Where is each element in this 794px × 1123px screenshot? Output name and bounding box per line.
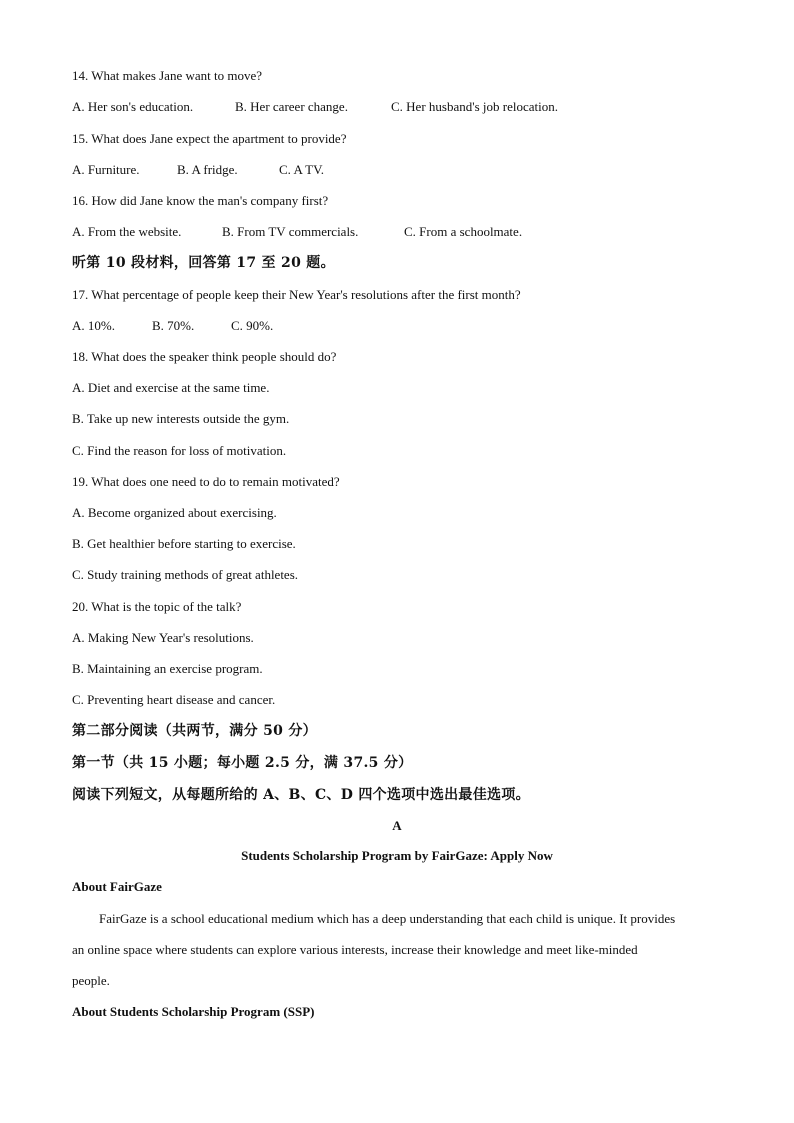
option-c: C. 90%. xyxy=(231,318,274,333)
option-a: A. 10%. xyxy=(72,318,115,333)
options-17 xyxy=(72,318,273,334)
paragraph-line: people. xyxy=(72,973,110,988)
option-b: B. Her career change. xyxy=(235,99,348,114)
passage-letter: A xyxy=(392,818,402,833)
option-b: B. From TV commercials. xyxy=(222,224,359,239)
question-17: 17. What percentage of people keep their New Year's resolutions after the first month? xyxy=(72,287,521,302)
section-heading: 第一节（共 15 小题；每小题 2.5 分，满 37.5 分） xyxy=(72,755,413,771)
question-18: 18. What does the speaker think people should do? xyxy=(72,349,337,364)
option-c: C. From a schoolmate. xyxy=(404,224,523,239)
options-16 xyxy=(72,224,522,240)
question-16: 16. How did Jane know the man's company first? xyxy=(72,193,329,208)
subheading-about-fairgaze: About FairGaze xyxy=(72,879,162,894)
paragraph-line: FairGaze is a school educational medium which has a deep understanding that each child is unique. It provides xyxy=(99,911,676,926)
option-b: B. Get healthier before starting to exercise. xyxy=(72,536,296,551)
option-a: A. From the website. xyxy=(72,224,182,239)
option-c: C. Study training methods of great athletes. xyxy=(72,567,299,582)
instruction: 阅读下列短文，从每题所给的 A、B、C、D 四个选项中选出最佳选项。 xyxy=(72,787,530,803)
options-14 xyxy=(72,99,558,115)
option-c: C. Find the reason for loss of motivation. xyxy=(72,443,287,458)
question-15: 15. What does Jane expect the apartment to provide? xyxy=(72,131,347,146)
option-c: C. Preventing heart disease and cancer. xyxy=(72,692,276,707)
question-14: 14. What makes Jane want to move? xyxy=(72,68,263,83)
option-a: A. Her son's education. xyxy=(72,99,194,114)
option-b: B. Take up new interests outside the gym. xyxy=(72,411,290,426)
passage-title: Students Scholarship Program by FairGaze: Apply Now xyxy=(241,848,553,863)
section-heading: 听第 10 段材料，回答第 17 至 20 题。 xyxy=(72,255,335,271)
option-b: B. 70%. xyxy=(152,318,195,333)
option-c: C. A TV. xyxy=(279,162,325,177)
option-a: A. Furniture. xyxy=(72,162,140,177)
option-b: B. Maintaining an exercise program. xyxy=(72,661,263,676)
option-a: A. Making New Year's resolutions. xyxy=(72,630,254,645)
part-heading: 第二部分阅读（共两节，满分 50 分） xyxy=(72,723,317,739)
options-15 xyxy=(72,162,324,178)
subheading-ssp: About Students Scholarship Program (SSP) xyxy=(72,1004,315,1019)
option-c: C. Her husband's job relocation. xyxy=(391,99,558,114)
paragraph-line: an online space where students can explore various interests, increase their knowledge and meet like-minded xyxy=(72,942,638,957)
option-a: A. Become organized about exercising. xyxy=(72,505,277,520)
option-b: B. A fridge. xyxy=(177,162,238,177)
question-20: 20. What is the topic of the talk? xyxy=(72,599,242,614)
question-19: 19. What does one need to do to remain motivated? xyxy=(72,474,340,489)
option-a: A. Diet and exercise at the same time. xyxy=(72,380,270,395)
